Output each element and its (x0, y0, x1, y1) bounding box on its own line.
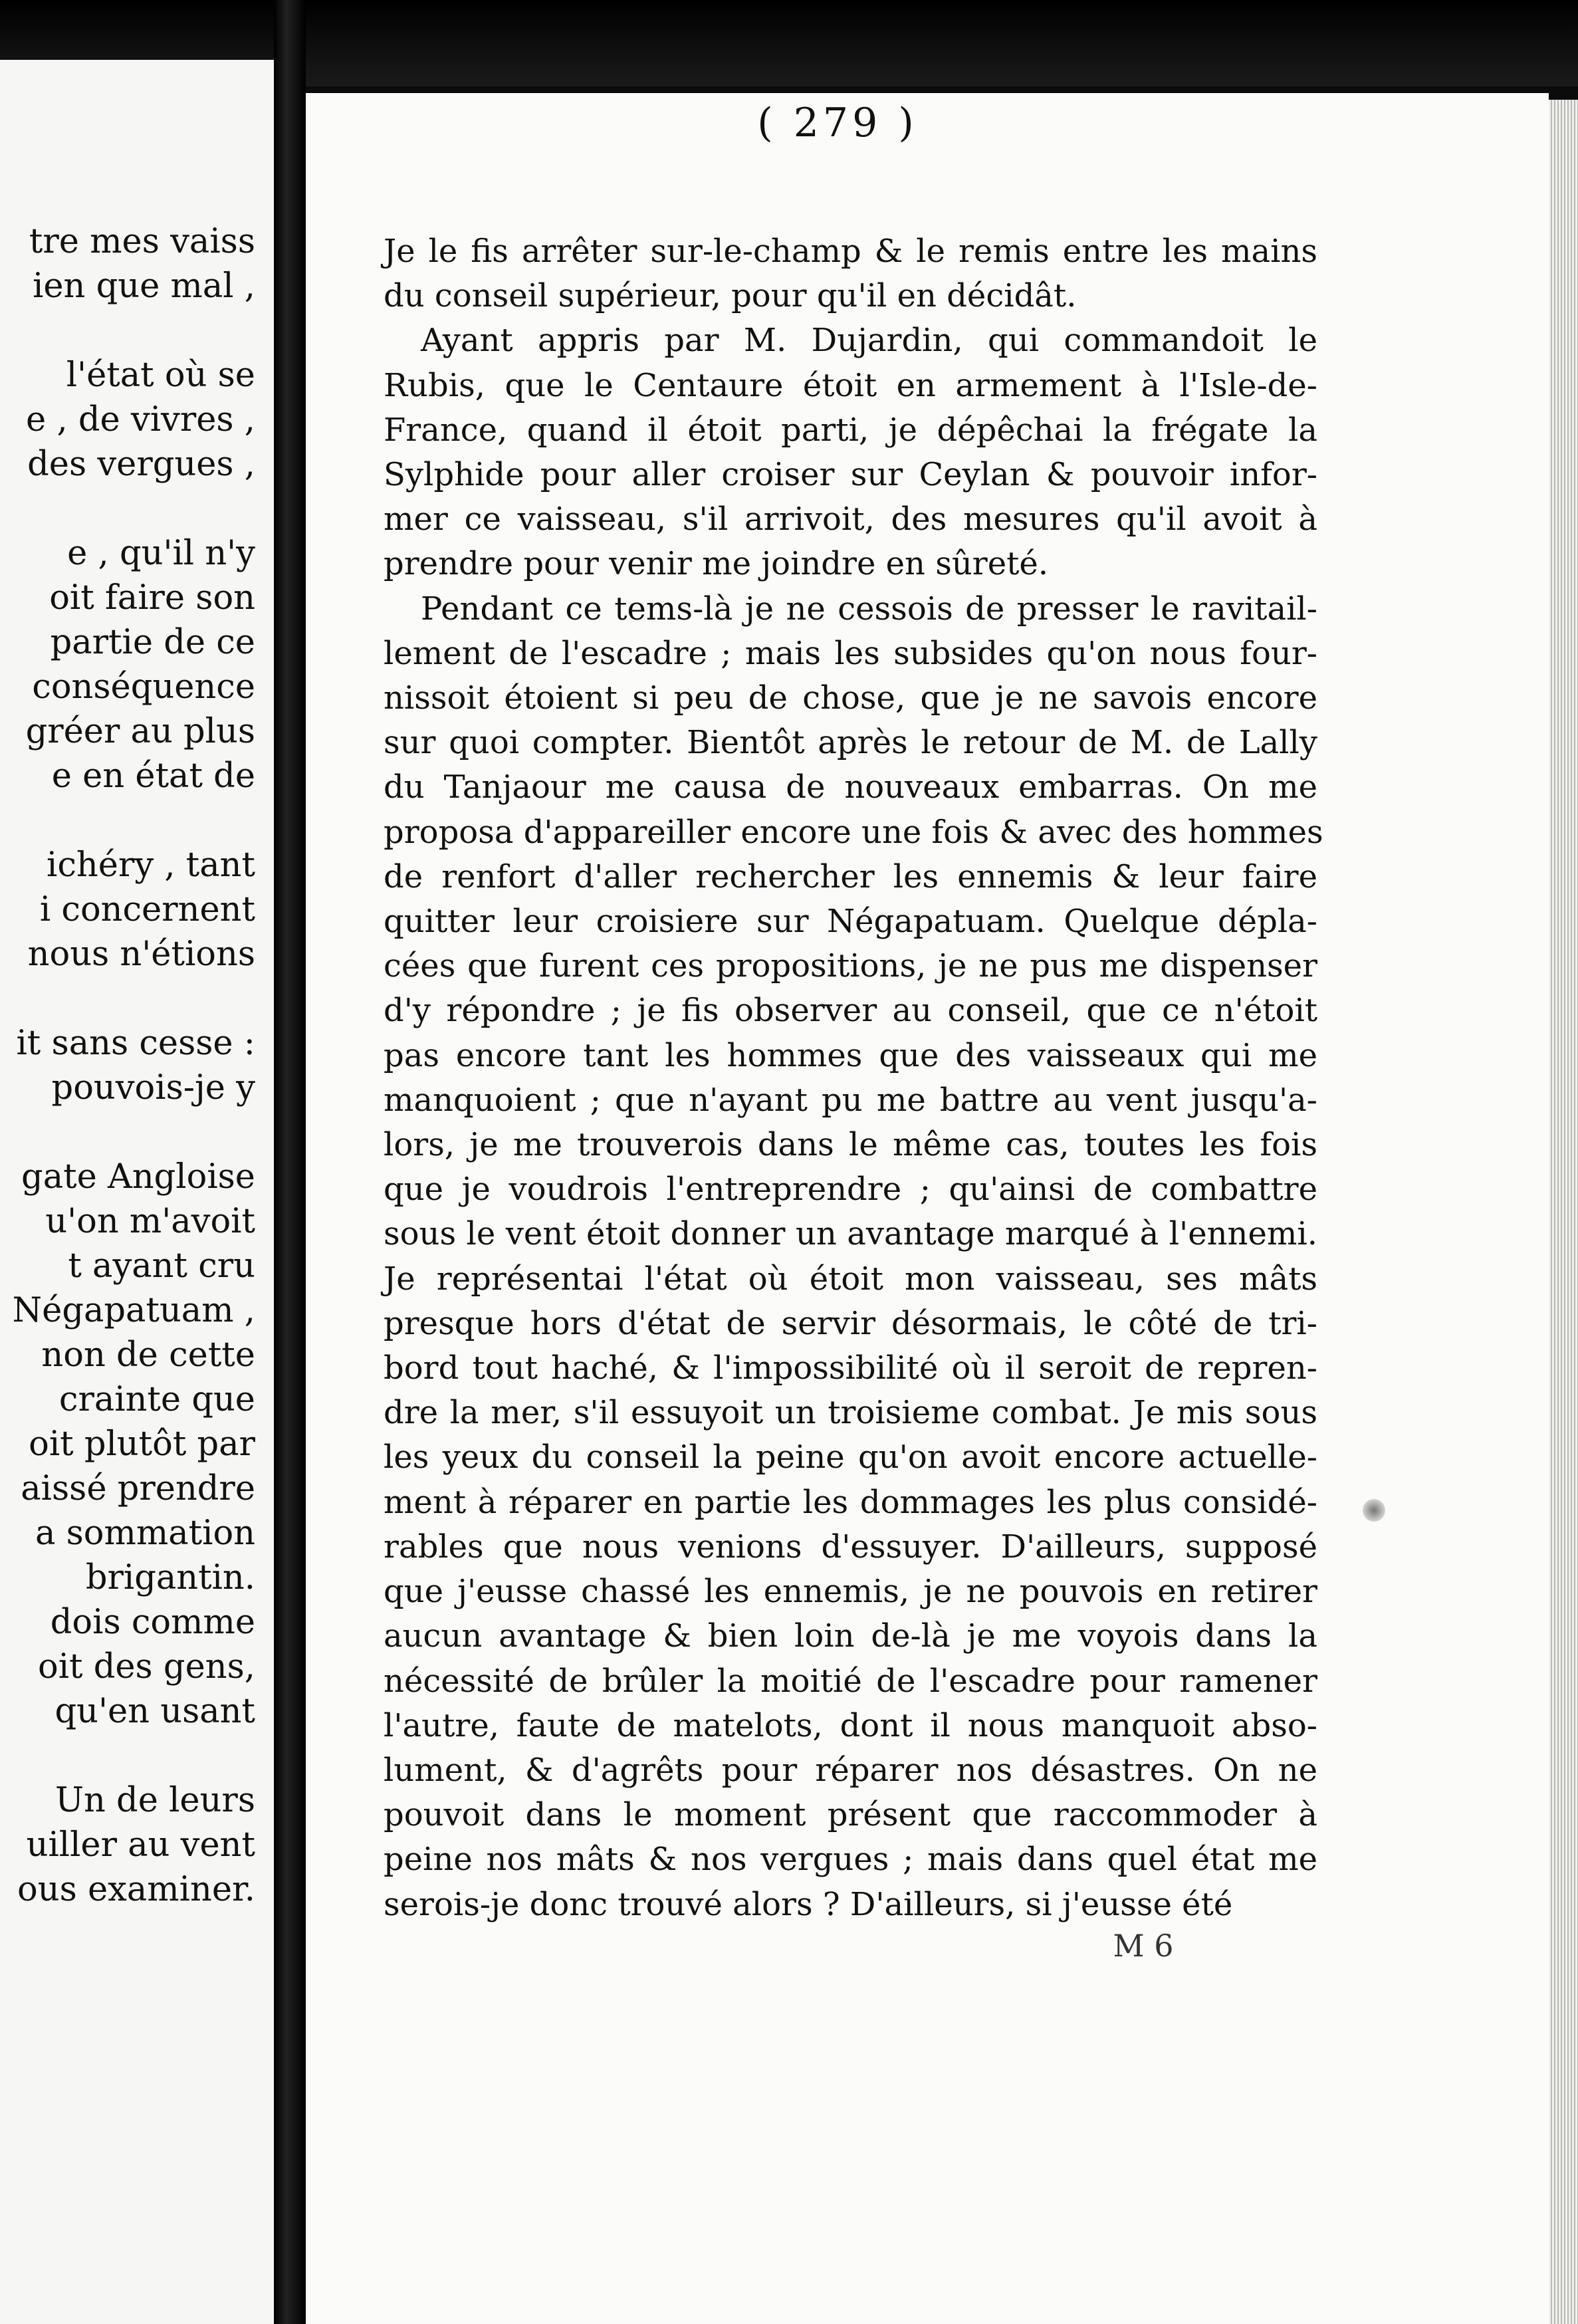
text-line: rables que nous venions d'essuyer. D'ailleurs, supposé (384, 1528, 1317, 1566)
text-line: it sans cesse : (16, 1024, 255, 1063)
text-line: Je représentai l'état où étoit mon vaisseau, ses mâts (384, 1260, 1317, 1298)
text-line: gate Angloise (21, 1157, 255, 1197)
text-line: que je voudrois l'entreprendre ; qu'ainsi de combattre (384, 1171, 1317, 1209)
text-line: ous examiner. (17, 1870, 255, 1909)
text-line: quitter leur croisiere sur Négapatuam. Quelque dépla- (384, 903, 1317, 941)
text-line: Ayant appris par M. Dujardin, qui commandoit le (421, 322, 1317, 360)
text-line: cées que furent ces propositions, je ne pus me dispenser (384, 947, 1317, 985)
text-line: nissoit étoient si peu de chose, que je ne savois encore (384, 679, 1317, 717)
text-line: ichéry , tant (47, 846, 255, 885)
text-line: lument, & d'agrêts pour réparer nos désastres. On ne (384, 1751, 1317, 1789)
paragraph-gap (0, 308, 255, 353)
page-edges (1549, 100, 1578, 2324)
text-line: proposa d'appareiller encore une fois & avec des hommes (384, 813, 1323, 851)
text-line: des vergues , (27, 445, 255, 484)
text-line: oit plutôt par (29, 1425, 255, 1464)
text-line: brigantin. (85, 1558, 255, 1597)
text-line: conséquence (32, 667, 255, 707)
text-line: dre la mer, s'il essuyoit un troisieme combat. Je mis sous (384, 1394, 1317, 1432)
text-line: partie de ce (50, 623, 255, 662)
text-line: pouvoit dans le moment présent que raccommoder à (384, 1796, 1317, 1834)
text-line: aissé prendre (21, 1469, 255, 1508)
text-line: pas encore tant les hommes que des vaisseaux qui me (384, 1036, 1317, 1074)
text-line: Rubis, que le Centaure étoit en armement à l'Isle-de- (384, 366, 1317, 404)
text-line: peine nos mâts & nos vergues ; mais dans quel état me (384, 1841, 1317, 1879)
text-line: presque hors d'état de servir désormais, le côté de tri- (384, 1304, 1317, 1342)
text-line: France, quand il étoit parti, je dépêchai la frégate la (384, 411, 1317, 449)
left-page (0, 60, 274, 2324)
text-line: manquoient ; que n'ayant pu me battre au vent jusqu'a- (384, 1081, 1317, 1119)
text-line: Sylphide pour aller croiser sur Ceylan & pouvoir infor- (384, 456, 1317, 494)
text-line: Un de leurs (55, 1781, 255, 1820)
paragraph-gap (0, 977, 255, 1021)
text-line: du conseil supérieur, pour qu'il en décidât. (384, 277, 1077, 315)
text-line: que j'eusse chassé les ennemis, je ne pouvois en retirer (384, 1573, 1317, 1611)
paragraph-gap (0, 487, 255, 531)
text-line: nous n'étions (27, 935, 255, 974)
text-line: serois-je donc trouvé alors ? D'ailleurs, si j'eusse été (384, 1885, 1233, 1923)
text-line: oit des gens, (38, 1647, 255, 1686)
text-line: a sommation (35, 1514, 255, 1553)
text-line: du Tanjaour me causa de nouveaux embarras. On me (384, 768, 1317, 806)
text-line: les yeux du conseil la peine qu'on avoit encore actuelle- (384, 1439, 1317, 1476)
text-line: uiller au vent (26, 1825, 255, 1865)
text-line: qu'en usant (55, 1692, 255, 1731)
paragraph-gap (0, 798, 255, 843)
text-line: u'on m'avoit (45, 1202, 255, 1241)
text-line: t ayant cru (68, 1246, 255, 1286)
text-line: e , de vivres , (26, 400, 255, 439)
text-line: ien que mal , (33, 267, 255, 306)
text-line: Négapatuam , (12, 1291, 255, 1330)
text-line: lors, je me trouverois dans le même cas, toutes les fois (384, 1126, 1317, 1164)
text-line: l'état où se (66, 356, 255, 395)
text-line: aucun avantage & bien loin de-là je me voyois dans la (384, 1617, 1317, 1655)
text-line: sous le vent étoit donner un avantage marqué à l'ennemi. (384, 1215, 1317, 1253)
text-line: e en état de (51, 756, 255, 796)
text-line: nécessité de brûler la moitié de l'escadre pour ramener (384, 1662, 1317, 1700)
text-line: non de cette (41, 1336, 255, 1375)
signature-mark: M 6 (1113, 1928, 1174, 1964)
text-line: crainte que (58, 1380, 255, 1419)
text-line: prendre pour venir me joindre en sûreté. (384, 545, 1049, 583)
text-line: bord tout haché, & l'impossibilité où il seroit de repren- (384, 1349, 1317, 1387)
book-gutter (274, 0, 306, 2324)
text-line: ment à réparer en partie les dommages les plus considé- (384, 1483, 1317, 1521)
text-line: gréer au plus (25, 712, 255, 751)
text-line: Je le fis arrêter sur-le-champ & le remis entre les mains (384, 233, 1317, 270)
text-line: mer ce vaisseau, s'il arrivoit, des mesures qu'il avoit à (384, 501, 1317, 538)
text-line: d'y répondre ; je fis observer au conseil, que ce n'étoit (384, 992, 1317, 1030)
text-line: sur quoi compter. Bientôt après le retour de M. de Lally (384, 724, 1317, 762)
left-page-text (0, 219, 255, 1912)
text-line: oit faire son (49, 578, 255, 618)
body-text (384, 229, 1323, 1927)
text-line: Pendant ce tems-là je ne cessois de presser le ravitail- (421, 590, 1317, 628)
text-line: lement de l'escadre ; mais les subsides qu'on nous four- (384, 634, 1317, 672)
text-line: i concernent (39, 890, 255, 929)
paragraph-gap (0, 1110, 255, 1155)
text-line: pouvois-je y (51, 1068, 255, 1107)
text-line: l'autre, faute de matelots, dont il nous manquoit abso- (384, 1706, 1317, 1744)
page-number: ( 279 ) (757, 100, 918, 146)
text-line: tre mes vaiss (29, 222, 255, 261)
paragraph-gap (0, 1734, 255, 1778)
scan-speck (1363, 1499, 1385, 1522)
text-line: dois comme (50, 1603, 255, 1642)
text-line: de renfort d'aller rechercher les ennemis & leur faire (384, 858, 1317, 895)
text-line: e , qu'il n'y (67, 534, 255, 573)
